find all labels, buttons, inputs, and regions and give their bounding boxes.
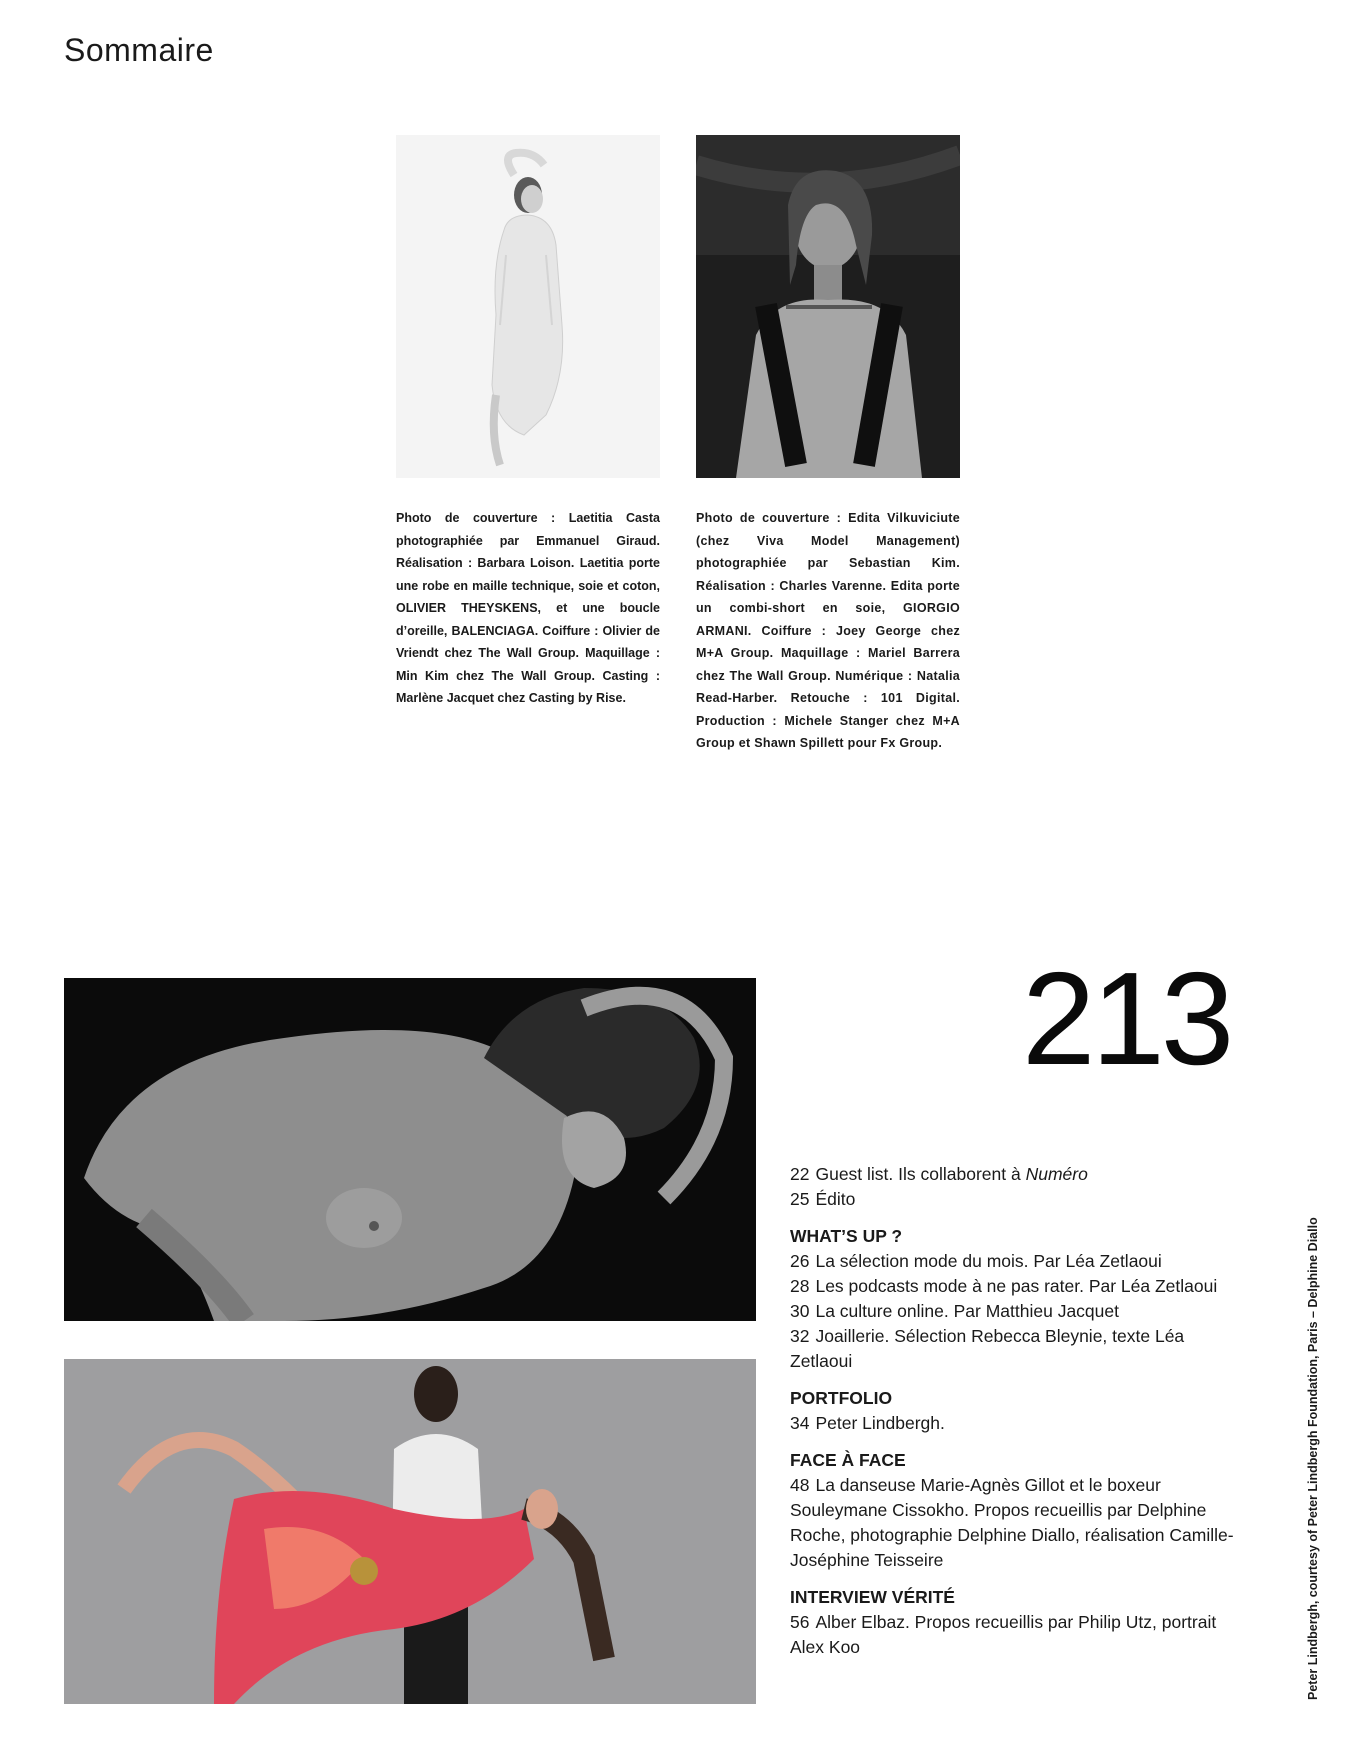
photo-credit: Peter Lindbergh, courtesy of Peter Lindbergh Foundation, Paris – Delphine Diallo — [1306, 1217, 1320, 1700]
table-of-contents — [790, 1162, 1235, 1660]
cover-photo-edita-vilkuviciute — [696, 135, 960, 478]
page-title: Sommaire — [64, 32, 214, 68]
toc-page-number: 32 — [790, 1326, 810, 1346]
toc-entry-text: La sélection mode du mois. Par Léa Zetlaoui — [815, 1251, 1162, 1271]
toc-page-number: 30 — [790, 1301, 810, 1321]
toc-section-heading: PORTFOLIO — [790, 1388, 893, 1408]
toc-entry[interactable] — [790, 1299, 1235, 1324]
toc-entry[interactable] — [790, 1411, 1235, 1436]
toc-entry-text: La culture online. Par Matthieu Jacquet — [815, 1301, 1119, 1321]
toc-section-heading: FACE À FACE — [790, 1450, 906, 1470]
toc-page-number: 25 — [790, 1189, 810, 1209]
toc-page-number: 34 — [790, 1413, 810, 1433]
toc-entry-italic: Numéro — [1025, 1164, 1088, 1184]
toc-entry-text: Guest list. Ils collaborent à — [815, 1164, 1026, 1184]
cover-photo-laetitia-casta — [396, 135, 660, 478]
cover-caption-1: Photo de couverture : Laetitia Casta photographiée par Emmanuel Giraud. Réalisation : Barbara Loison. Laetitia porte une robe en maille technique, soie et coton, OLIVIER THEYSKENS, et une boucle d’oreille, BALENCIAGA. Coiffure : Olivier de Vriendt chez The Wall Group. Maquillage : Min Kim chez The Wall Group. Casting : Marlène Jacquet chez Casting by Rise. — [396, 511, 660, 705]
toc-entry-text: Alber Elbaz. Propos recueillis par Philip Utz, portrait Alex Koo — [790, 1612, 1217, 1657]
toc-entry[interactable] — [790, 1473, 1235, 1573]
toc-page-number: 28 — [790, 1276, 810, 1296]
toc-entry-text: Joaillerie. Sélection Rebecca Bleynie, texte Léa Zetlaoui — [790, 1326, 1185, 1371]
toc-entry-text: Les podcasts mode à ne pas rater. Par Léa Zetlaoui — [815, 1276, 1218, 1296]
toc-page-number: 22 — [790, 1164, 810, 1184]
toc-section-heading: WHAT’S UP ? — [790, 1226, 903, 1246]
issue-number: 213 — [1022, 945, 1231, 1092]
toc-entry-text: Édito — [815, 1189, 856, 1209]
toc-entry[interactable] — [790, 1249, 1235, 1274]
cover-caption-2: Photo de couverture : Edita Vilkuviciute (chez Viva Model Management) photographiée par Sebastian Kim. Réalisation : Charles Varenne. Edita porte un combi-short en soie, GIORGIO ARMANI. Coiffure : Joey George chez M+A Group. Maquillage : Mariel Barrera chez The Wall Group. Numérique : Natalia Read-Harber. Retouche : 101 Digital. Production : Michele Stanger chez M+A Group et Shawn Spillett pour Fx Group. — [696, 511, 960, 750]
toc-entry-text: La danseuse Marie-Agnès Gillot et le boxeur Souleymane Cissokho. Propos recueillis par Delphine Roche, photographie Delphine Diallo, réalisation Camille-Joséphine Teisseire — [790, 1475, 1234, 1570]
toc-entry[interactable] — [790, 1610, 1235, 1660]
toc-page-number: 48 — [790, 1475, 810, 1495]
toc-page-number: 56 — [790, 1612, 810, 1632]
toc-entry[interactable] — [790, 1324, 1235, 1374]
toc-entry[interactable] — [790, 1162, 1235, 1187]
toc-entry[interactable] — [790, 1187, 1235, 1212]
face-a-face-photo — [64, 1359, 756, 1704]
toc-entry[interactable] — [790, 1274, 1235, 1299]
toc-page-number: 26 — [790, 1251, 810, 1271]
portfolio-photo-peter-lindbergh — [64, 978, 756, 1321]
toc-entry-text: Peter Lindbergh. — [815, 1413, 945, 1433]
toc-section-heading: INTERVIEW VÉRITÉ — [790, 1587, 955, 1607]
